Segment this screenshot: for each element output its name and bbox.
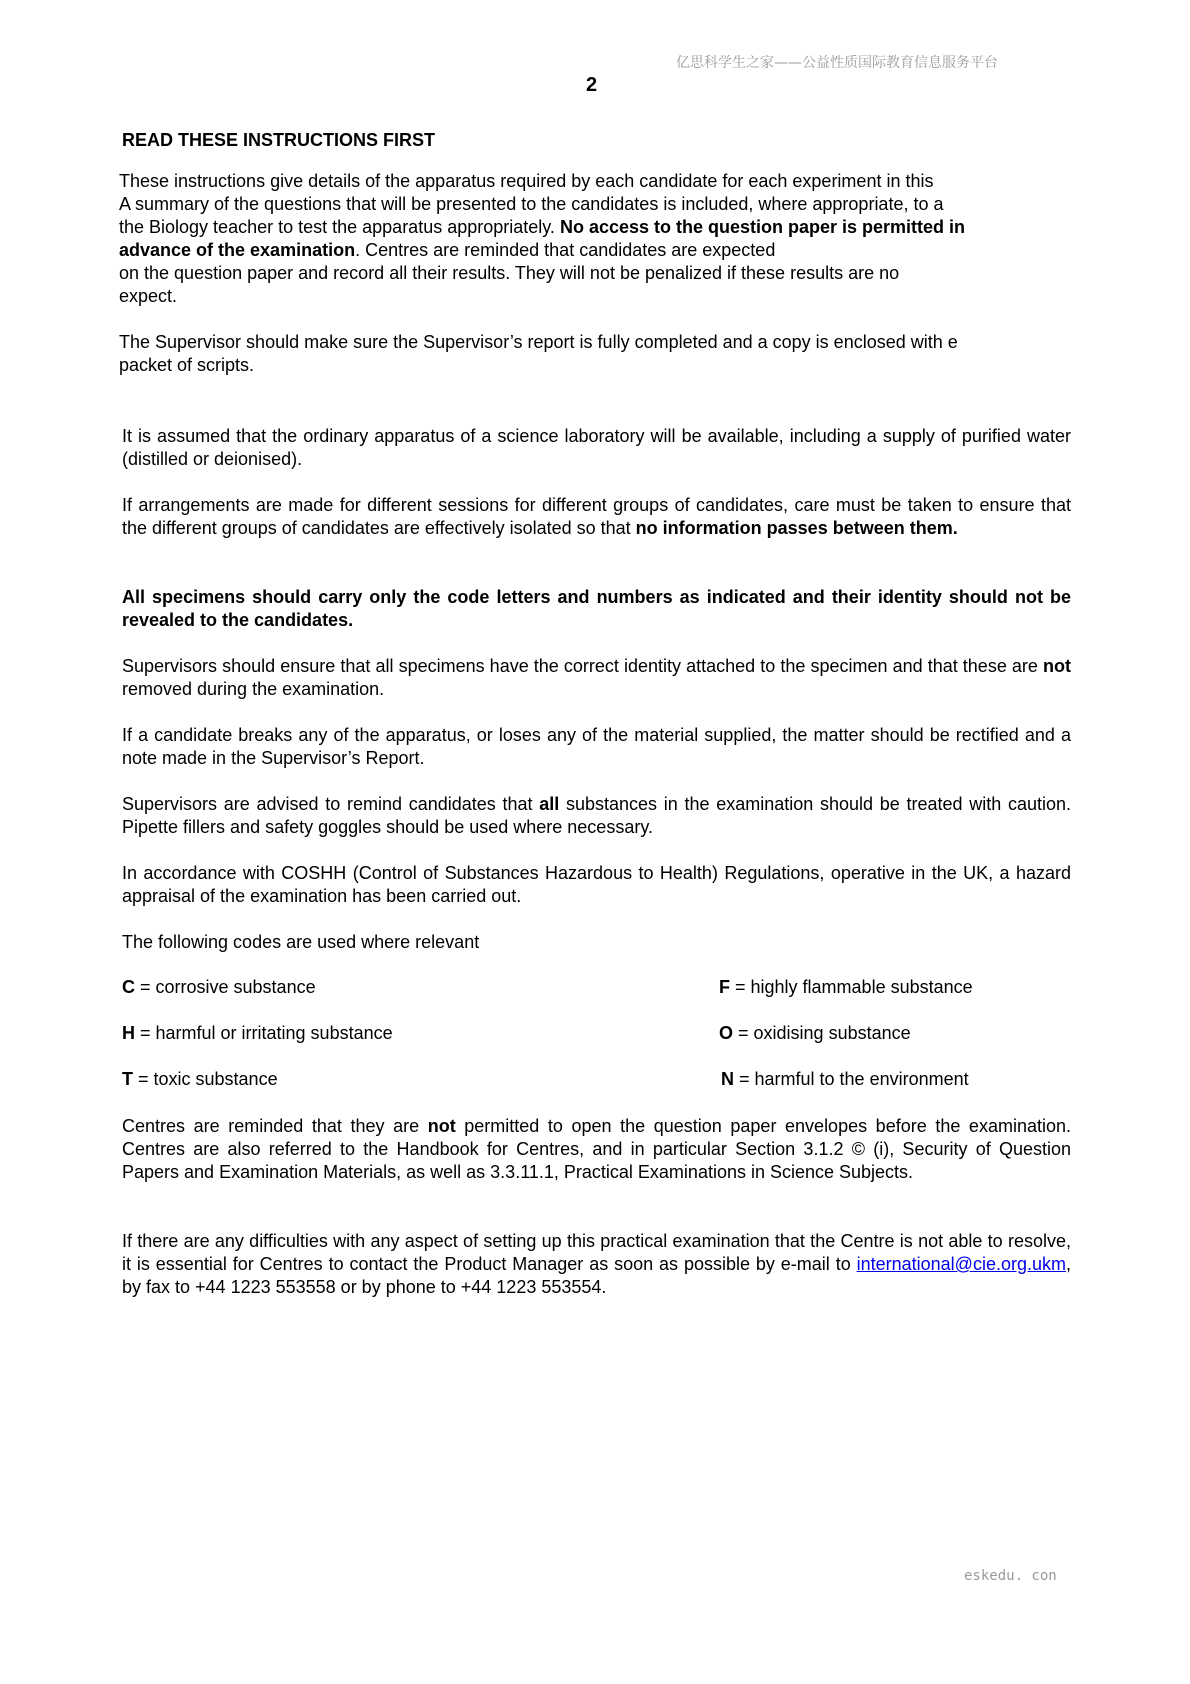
supervisor-report-paragraph <box>119 331 1089 377</box>
envelopes-text: Centres are reminded that they are <box>122 1116 428 1136</box>
hazard-code-item <box>719 1023 911 1044</box>
hazard-code: N <box>721 1069 734 1089</box>
intro-text: . Centres are reminded that candidates are expected <box>355 240 776 260</box>
identity-text: removed during the examination. <box>122 679 385 699</box>
identity-bold: not <box>1043 656 1071 676</box>
apparatus-paragraph: It is assumed that the ordinary apparatus of a science laboratory will be available, including a supply of purified water (distilled or deionised). <box>122 426 1071 469</box>
intro-line <box>119 239 1089 262</box>
footer-watermark: eskedu. con <box>964 1568 1057 1584</box>
hazard-desc: = harmful or irritating substance <box>135 1023 393 1043</box>
hazard-desc: = harmful to the environment <box>734 1069 969 1089</box>
hazard-desc: = oxidising substance <box>733 1023 911 1043</box>
hazard-code-item <box>719 977 973 998</box>
caution-text: Supervisors are advised to remind candidates that <box>122 794 540 814</box>
hazard-code-item <box>122 1069 278 1090</box>
specimens-paragraph <box>122 586 1071 632</box>
identity-paragraph <box>122 655 1071 701</box>
caution-bold: all <box>539 794 560 814</box>
intro-line: expect. <box>119 286 178 306</box>
hazard-code-row <box>122 1023 1071 1047</box>
hazard-desc: = corrosive substance <box>135 977 316 997</box>
hazard-code: T <box>122 1069 133 1089</box>
envelopes-paragraph <box>122 1115 1071 1184</box>
hazard-code: O <box>719 1023 734 1043</box>
difficulties-text: If there are any difficulties with any aspect of setting up this practical examination that the Centre is not able to resolve, it is essential for Centres to contact the Product Manager as soon as possible by e-mail to <box>122 1231 1071 1274</box>
hazard-code: F <box>719 977 730 997</box>
hazard-code-row <box>122 977 1071 1001</box>
hazard-code: H <box>122 1023 135 1043</box>
intro-line <box>119 216 1089 239</box>
intro-bold: advance of the examination <box>119 240 356 260</box>
intro-line: A summary of the questions that will be presented to the candidates is included, where appropriate, to a <box>119 194 944 214</box>
intro-text: the Biology teacher to test the apparatus appropriately. <box>119 217 560 237</box>
contact-email-link[interactable]: international@cie.org.ukm <box>856 1254 1066 1274</box>
hazard-code-row <box>122 1069 1071 1093</box>
difficulties-text: , by fax to +44 1223 553558 or by phone to +44 1223 553554. <box>122 1254 1071 1297</box>
identity-text: Supervisors should ensure that all specimens have the correct identity attached to the specimen and that these are <box>122 656 1044 676</box>
sessions-paragraph <box>122 494 1071 540</box>
codes-intro: The following codes are used where relevant <box>122 932 480 952</box>
intro-line: on the question paper and record all their results. They will not be penalized if these results are no <box>119 263 900 283</box>
sessions-bold: no information passes between them. <box>635 518 958 538</box>
header-watermark: 亿思科学生之家——公益性质国际教育信息服务平台 <box>676 55 998 71</box>
breakage-paragraph: If a candidate breaks any of the apparatus, or loses any of the material supplied, the matter should be rectified and a note made in the Supervisor’s Report. <box>122 725 1071 768</box>
coshh-paragraph: In accordance with COSHH (Control of Substances Hazardous to Health) Regulations, operative in the UK, a hazard appraisal of the examination has been carried out. <box>122 863 1071 906</box>
hazard-desc: = toxic substance <box>133 1069 278 1089</box>
envelopes-text: permitted to open the question paper envelopes before the examination. Centres are also referred to the Handbook for Centres, and in particular Section 3.1.2 © (i), Security of Question Papers and Examination Materials, as well as 3.3.11.1, Practical Examinations in Science Subjects. <box>122 1116 1071 1182</box>
intro-line: These instructions give details of the apparatus required by each candidate for each experiment in this <box>119 171 934 191</box>
instructions-heading: READ THESE INSTRUCTIONS FIRST <box>122 130 436 150</box>
supervisor-line: The Supervisor should make sure the Supervisor’s report is fully completed and a copy is enclosed with e <box>119 332 958 352</box>
sessions-text: If arrangements are made for different sessions for different groups of candidates, care must be taken to ensure that the different groups of candidates are effectively isolated so that <box>122 495 1071 538</box>
envelopes-bold: not <box>427 1116 456 1136</box>
hazard-code-item <box>122 1023 393 1044</box>
page-number: 2 <box>586 74 598 96</box>
specimens-bold: All specimens should carry only the code letters and numbers as indicated and their identity should not be revealed to the candidates. <box>122 587 1071 630</box>
hazard-desc: = highly flammable substance <box>730 977 973 997</box>
supervisor-line: packet of scripts. <box>119 355 255 375</box>
intro-bold: No access to the question paper is permitted in <box>559 217 966 237</box>
caution-text: substances in the examination should be treated with caution. Pipette fillers and safety goggles should be used where necessary. <box>122 794 1071 837</box>
caution-paragraph <box>122 793 1071 839</box>
intro-paragraph <box>119 170 1089 308</box>
hazard-code: C <box>122 977 135 997</box>
hazard-code-item <box>721 1069 969 1090</box>
hazard-code-item <box>122 977 316 998</box>
difficulties-paragraph <box>122 1230 1071 1299</box>
